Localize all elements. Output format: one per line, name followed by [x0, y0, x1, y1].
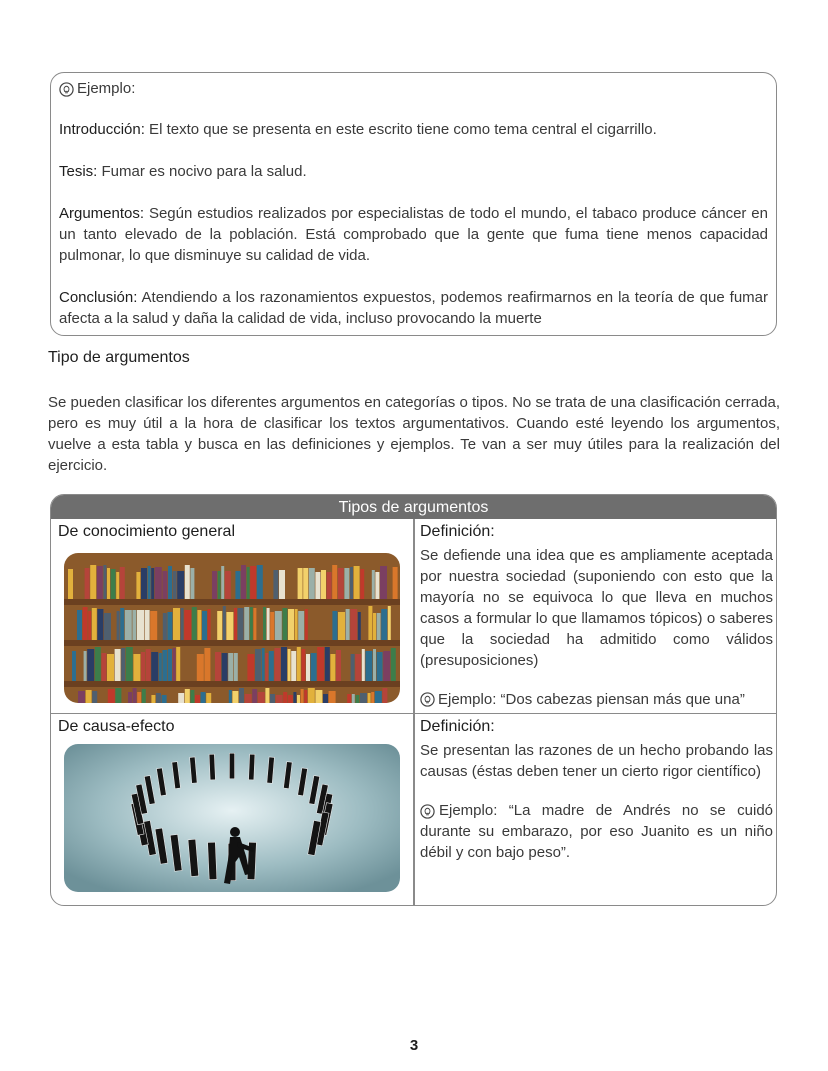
book	[327, 572, 332, 599]
book	[78, 691, 85, 703]
book	[375, 572, 379, 599]
book	[258, 692, 265, 703]
book	[120, 567, 125, 599]
row-type-label: De conocimiento general	[58, 523, 235, 540]
book	[305, 609, 308, 640]
book	[88, 611, 91, 640]
book	[125, 610, 132, 640]
book	[155, 567, 162, 599]
book	[306, 654, 310, 681]
example-text: Ejemplo: “La madre de Andrés no se cuidó durante su embarazo, por eso Juanito es un niño débil y con bajo peso”.	[420, 802, 773, 861]
thesis-text: Fumar es nocivo para la salud.	[97, 163, 307, 180]
book	[234, 608, 237, 640]
book	[95, 647, 101, 681]
book	[297, 695, 300, 703]
domino	[249, 754, 255, 780]
book	[298, 611, 304, 640]
book	[252, 689, 257, 703]
book	[375, 691, 382, 703]
book	[238, 608, 244, 640]
book	[373, 613, 376, 640]
shelf-board	[64, 681, 400, 687]
book	[159, 653, 162, 681]
book	[117, 611, 120, 640]
book	[181, 608, 184, 640]
book	[141, 652, 145, 681]
book	[84, 651, 87, 681]
book	[185, 689, 190, 703]
book	[247, 567, 250, 599]
row-type-label: De causa-efecto	[58, 718, 175, 735]
book	[351, 654, 355, 681]
lightbulb-icon	[420, 804, 435, 819]
arguments-paragraph	[59, 203, 768, 266]
definition-label: Definición:	[420, 718, 495, 735]
lightbulb-icon	[420, 692, 435, 707]
page-number: 3	[409, 1037, 419, 1054]
book	[244, 607, 249, 640]
section-body: Se pueden clasificar los diferentes argumentos en categorías o tipos. No se trata de una clasificación cerrada, pero es muy útil a la hora de clasificar los textos argumentativos. Cuando esté leyendo los argumentos, vuelve a esta tabla y busca en las definiciones y ejemplos. Te van a ser muy útiles para la realización del ejercicio.	[48, 394, 780, 474]
book	[355, 654, 361, 681]
book	[262, 648, 265, 681]
conclusion-text: Atendiendo a los razonamientos expuestos, podemos reafirmarnos en la teoría de que fumar afecta a la salud y daña la calidad de vida, incluso provocando la muerte	[59, 289, 768, 327]
book	[371, 692, 374, 703]
book	[215, 652, 221, 681]
book	[304, 690, 307, 703]
book	[103, 565, 106, 599]
book	[288, 649, 291, 681]
intro-paragraph	[59, 119, 768, 140]
book	[311, 653, 317, 681]
book	[391, 648, 396, 681]
book	[354, 566, 360, 599]
book	[197, 654, 204, 681]
book	[72, 651, 76, 681]
book	[347, 694, 351, 703]
book	[298, 568, 303, 599]
book	[162, 695, 167, 703]
book	[221, 566, 224, 599]
book	[372, 570, 375, 599]
book	[393, 567, 398, 599]
definition-label: Definición:	[420, 523, 495, 540]
book	[317, 647, 324, 681]
book	[197, 610, 201, 640]
book	[177, 571, 184, 599]
book	[145, 610, 150, 640]
argument-types-table	[50, 494, 777, 906]
book	[133, 688, 137, 703]
book	[350, 609, 357, 640]
book	[225, 571, 231, 599]
book	[178, 693, 184, 703]
book	[241, 565, 246, 599]
arguments-label: Argumentos:	[59, 205, 145, 222]
book	[132, 610, 136, 640]
book	[146, 649, 151, 681]
book	[195, 695, 200, 703]
book	[208, 609, 211, 640]
book	[232, 691, 238, 703]
section-title: Tipo de argumentos	[48, 349, 190, 366]
thesis-paragraph	[59, 161, 768, 182]
book	[360, 569, 364, 599]
book	[163, 613, 167, 640]
book	[315, 572, 320, 599]
book	[204, 648, 210, 681]
book	[126, 647, 133, 681]
book	[150, 611, 157, 640]
book	[288, 609, 294, 640]
bookshelf-image	[64, 553, 400, 703]
book	[293, 692, 296, 703]
example-text: Ejemplo: “Dos cabezas piensan más que una”	[438, 691, 745, 708]
book	[273, 570, 278, 599]
book	[212, 571, 217, 599]
book	[77, 610, 82, 640]
book	[239, 688, 244, 703]
book	[120, 608, 124, 640]
book	[190, 568, 194, 599]
book	[362, 649, 365, 681]
shelf-board	[64, 640, 400, 646]
book	[137, 692, 141, 703]
example-box	[50, 72, 777, 336]
book	[269, 651, 274, 681]
book	[368, 693, 371, 703]
book	[142, 689, 146, 703]
book	[141, 568, 147, 599]
book	[329, 691, 336, 703]
book	[276, 695, 283, 703]
book	[92, 691, 97, 703]
book	[83, 607, 88, 640]
book	[301, 689, 304, 703]
example-paragraph	[420, 800, 773, 863]
table-row	[51, 519, 776, 714]
book	[270, 694, 275, 703]
book	[190, 690, 194, 703]
book	[288, 695, 293, 703]
book	[358, 612, 361, 640]
book	[360, 693, 367, 703]
book	[332, 565, 337, 599]
book	[388, 606, 391, 640]
book	[373, 649, 376, 681]
book	[234, 653, 238, 681]
book	[107, 654, 114, 681]
book	[283, 692, 287, 703]
domino	[208, 842, 217, 880]
book	[352, 694, 355, 703]
book	[245, 694, 252, 703]
book	[297, 647, 301, 681]
book	[330, 654, 335, 681]
book	[383, 651, 390, 681]
conclusion-label: Conclusión:	[59, 289, 138, 306]
book	[291, 651, 296, 681]
domino-image	[64, 744, 400, 892]
book	[267, 608, 270, 640]
book	[162, 650, 167, 681]
book	[275, 611, 282, 640]
book	[381, 609, 387, 640]
intro-label: Introducción:	[59, 121, 145, 138]
book	[253, 608, 256, 640]
book	[263, 607, 266, 640]
book	[217, 611, 222, 640]
book	[303, 568, 308, 599]
example-heading-text: Ejemplo:	[77, 80, 136, 97]
book	[350, 567, 353, 599]
arguments-text: Según estudios realizados por especialistas de todo el mundo, el tabaco produce cáncer en un tanto elevado de la población. Está comprobado que la gente que fuma tiene menos capacidad pulmonar, lo que disminuye su calidad de vida.	[59, 205, 768, 264]
book	[108, 689, 115, 703]
book	[104, 613, 111, 640]
book	[323, 694, 328, 703]
book	[192, 607, 197, 640]
book	[176, 647, 180, 681]
book	[168, 566, 172, 599]
thesis-label: Tesis:	[59, 163, 98, 180]
book	[151, 695, 155, 703]
book	[185, 565, 190, 599]
book	[162, 571, 167, 599]
book	[107, 568, 110, 599]
book	[156, 693, 161, 703]
book	[206, 693, 211, 703]
book	[101, 653, 106, 681]
book	[148, 566, 151, 599]
book	[281, 647, 287, 681]
book	[308, 688, 315, 703]
book	[68, 569, 73, 599]
book	[380, 566, 387, 599]
book	[116, 572, 119, 599]
book	[295, 609, 298, 640]
book	[247, 654, 254, 681]
book	[344, 568, 349, 599]
book	[173, 571, 177, 599]
book	[235, 571, 240, 599]
book	[309, 568, 315, 599]
book	[338, 568, 344, 599]
book	[173, 608, 180, 640]
book	[201, 692, 206, 703]
book	[202, 611, 207, 640]
book	[338, 612, 345, 640]
book	[136, 572, 140, 599]
book	[332, 611, 337, 640]
book	[315, 690, 322, 703]
lightbulb-icon	[59, 82, 74, 97]
book	[184, 610, 191, 640]
book	[257, 565, 263, 599]
book	[265, 688, 269, 703]
book	[133, 654, 140, 681]
book	[97, 609, 103, 640]
domino	[229, 753, 234, 779]
book	[151, 568, 154, 599]
table-row	[51, 714, 776, 904]
book	[115, 688, 121, 703]
book	[282, 608, 287, 640]
book	[218, 571, 221, 599]
book	[229, 690, 232, 703]
book	[228, 653, 233, 681]
definition-text: Se defiende una idea que es ampliamente aceptada por nuestra sociedad (suponiendo con esto que la mayoría no se equivoca lo que lleva en muchos casos a formular lo que llamamos tópicos) o saberes que la sociedad ha admitido como válidos (presuposiciones)	[420, 547, 773, 669]
book	[321, 570, 326, 599]
domino	[209, 754, 215, 780]
book	[270, 612, 274, 640]
shelf-board	[64, 599, 400, 605]
book	[87, 649, 94, 681]
book	[223, 606, 226, 640]
book	[111, 569, 116, 599]
book	[137, 610, 144, 640]
book	[151, 652, 158, 681]
book	[222, 653, 228, 681]
book	[365, 651, 372, 681]
book	[226, 612, 233, 640]
book	[355, 695, 359, 703]
book	[377, 652, 383, 681]
book	[250, 607, 253, 640]
conclusion-paragraph	[59, 287, 768, 329]
book	[85, 568, 90, 599]
intro-text: El texto que se presenta en este escrito tiene como tema central el cigarrillo.	[144, 121, 657, 138]
book	[346, 609, 350, 640]
example-line	[420, 689, 773, 710]
book	[128, 692, 132, 703]
book	[274, 648, 280, 681]
book	[90, 565, 96, 599]
book	[97, 566, 103, 599]
book	[86, 690, 92, 703]
book	[115, 649, 121, 681]
book	[92, 608, 97, 640]
definition-text: Se presentan las razones de un hecho probando las causas (éstas deben tener un cierto rigor científico)	[420, 742, 773, 780]
book	[377, 613, 381, 640]
book	[301, 649, 305, 681]
book	[250, 566, 256, 599]
table-header: Tipos de argumentos	[51, 495, 776, 519]
book	[368, 606, 372, 640]
book	[167, 612, 172, 640]
book	[265, 653, 268, 681]
book	[336, 650, 341, 681]
example-heading	[59, 79, 768, 99]
book	[168, 649, 172, 681]
book	[255, 649, 261, 681]
book	[382, 688, 387, 703]
book	[279, 570, 285, 599]
book	[325, 647, 330, 681]
book	[121, 648, 125, 681]
book	[173, 648, 176, 681]
